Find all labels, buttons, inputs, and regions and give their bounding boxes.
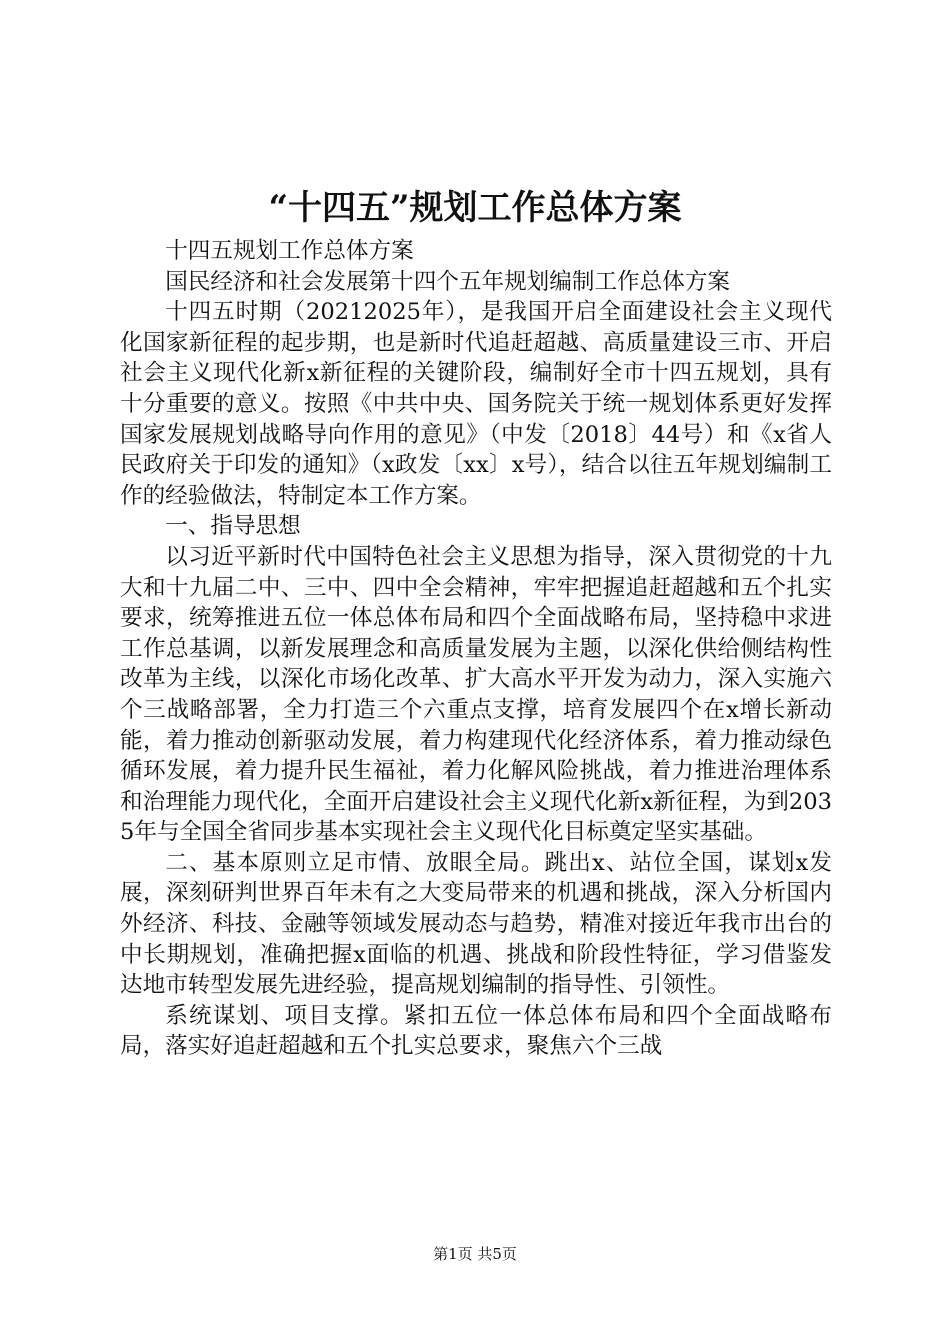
paragraph-system-planning: 系统谋划、项目支撑。紧扣五位一体总体布局和四个全面战略布局，落实好追赶超越和五个扎实总要求，聚焦六个三战: [120, 1002, 832, 1060]
document-body: [120, 236, 832, 1062]
paragraph-intro: 十四五时期（20212025年），是我国开启全面建设社会主义现代化国家新征程的起步期，也是新时代追赶超越、高质量建设三市、开启社会主义现代化新x新征程的关键阶段，编制好全市十四五规划，具有十分重要的意义。按照《中共中央、国务院关于统一规划体系更好发挥国家发展规划战略导向作用的意见》（中发〔2018〕44号）和《x省人民政府关于印发的通知》（x政发〔xx〕x号），结合以往五年规划编制工作的经验做法，特制定本工作方案。: [120, 299, 832, 509]
paragraph-subtitle: 十四五规划工作总体方案: [165, 238, 414, 264]
paragraph-guiding-ideology: 以习近平新时代中国特色社会主义思想为指导，深入贯彻党的十九大和十九届二中、三中、四中全会精神，牢牢把握追赶超越和五个扎实要求，统筹推进五位一体总体布局和四个全面战略布局，坚持稳中求进工作总基调，以新发展理念和高质量发展为主题，以深化供给侧结构性改革为主线，以深化市场化改革、扩大高水平开发为动力，深入实施六个三战略部署，全力打造三个六重点支撑，培育发展四个在x增长新动能，着力推动创新驱动发展，着力构建现代化经济体系，着力推动绿色循环发展，着力提升民生福祉，着力化解风险挑战，着力推进治理体系和治理能力现代化，全面开启建设社会主义现代化新x新征程，为到2035年与全国全省同步基本实现社会主义现代化目标奠定坚实基础。: [120, 543, 832, 846]
section-heading-guiding-ideology: 一、指导思想: [165, 513, 301, 540]
paragraph-full-title: 国民经济和社会发展第十四个五年规划编制工作总体方案: [165, 268, 731, 295]
paragraph-basic-principles: 二、基本原则立足市情、放眼全局。跳出x、站位全国，谋划x发展，深刻研判世界百年未有之大变局带来的机遇和挑战，深入分析国内外经济、科技、金融等领域发展动态与趋势，精准对接近年我市出台的中长期规划，准确把握x面临的机遇、挑战和阶段性特征，学习借鉴发达地市转型发展先进经验，提高规划编制的指导性、引领性。: [120, 849, 832, 999]
document-title: “十四五”规划工作总体方案: [268, 188, 682, 228]
page-footer: 第1页 共5页: [433, 1245, 517, 1263]
